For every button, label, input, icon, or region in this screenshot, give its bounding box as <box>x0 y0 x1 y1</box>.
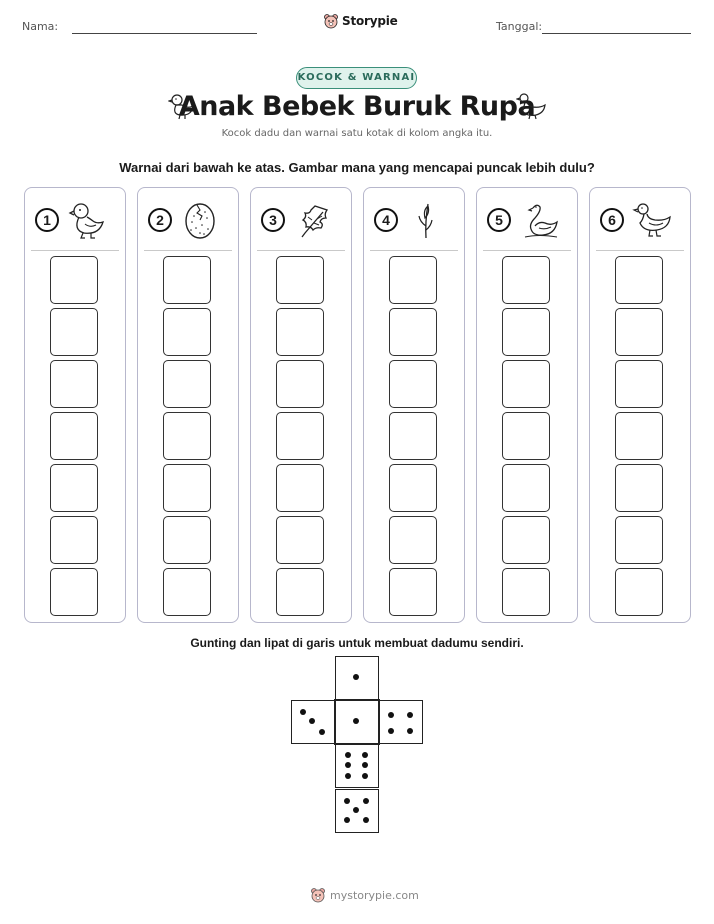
pip <box>388 712 394 718</box>
column-divider <box>483 250 571 251</box>
color-box[interactable] <box>276 464 324 512</box>
color-box[interactable] <box>276 256 324 304</box>
leaf-icon <box>293 200 333 240</box>
footer-url[interactable]: mystorypie.com <box>330 888 419 902</box>
color-box[interactable] <box>163 308 211 356</box>
cut-instruction: Gunting dan lipat di garis untuk membuat dadumu sendiri. <box>190 636 524 650</box>
color-box[interactable] <box>163 412 211 460</box>
color-box[interactable] <box>615 568 663 616</box>
color-box[interactable] <box>389 360 437 408</box>
name-line <box>72 33 257 34</box>
color-box[interactable] <box>502 360 550 408</box>
pip <box>353 807 359 813</box>
pip <box>344 798 350 804</box>
color-box[interactable] <box>50 412 98 460</box>
color-box[interactable] <box>615 256 663 304</box>
column-1 <box>24 187 126 623</box>
worksheet-subtitle: Kocok dadu dan warnai satu kotak di kolom angka itu. <box>221 128 493 139</box>
color-box[interactable] <box>163 464 211 512</box>
die-face-right <box>379 700 423 744</box>
footer <box>310 887 419 903</box>
duckling-icon <box>67 200 107 240</box>
color-box[interactable] <box>50 568 98 616</box>
column-number: 3 <box>261 208 285 232</box>
column-number: 4 <box>374 208 398 232</box>
date-label: Tanggal: <box>496 20 543 33</box>
column-number: 1 <box>35 208 59 232</box>
color-box[interactable] <box>276 412 324 460</box>
swan-icon <box>519 200 559 240</box>
color-box[interactable] <box>502 412 550 460</box>
column-divider <box>596 250 684 251</box>
color-box[interactable] <box>502 256 550 304</box>
column-number: 6 <box>600 208 624 232</box>
column-number: 5 <box>487 208 511 232</box>
column-4 <box>363 187 465 623</box>
activity-badge: KOCOK & WARNAI <box>296 67 417 89</box>
color-box[interactable] <box>163 568 211 616</box>
die-face-left <box>291 700 335 744</box>
color-box[interactable] <box>389 516 437 564</box>
color-box[interactable] <box>502 464 550 512</box>
pip <box>407 712 413 718</box>
pip <box>362 752 368 758</box>
pip <box>353 674 359 680</box>
color-box[interactable] <box>389 568 437 616</box>
pip <box>345 762 351 768</box>
name-label: Nama: <box>22 20 59 33</box>
bear-icon <box>310 887 326 903</box>
color-box[interactable] <box>163 256 211 304</box>
pip <box>344 817 350 823</box>
column-5 <box>476 187 578 623</box>
coloring-instruction: Warnai dari bawah ke atas. Gambar mana yang mencapai puncak lebih dulu? <box>119 160 595 175</box>
brand-logo <box>323 13 398 29</box>
duck-icon <box>632 200 672 240</box>
pip <box>362 773 368 779</box>
egg-icon <box>180 200 220 240</box>
die-face-lower <box>335 744 379 788</box>
color-box[interactable] <box>50 256 98 304</box>
color-box[interactable] <box>615 360 663 408</box>
pip <box>345 752 351 758</box>
color-box[interactable] <box>615 516 663 564</box>
color-box[interactable] <box>50 360 98 408</box>
brand-name: Storypie <box>342 14 398 28</box>
pip <box>353 718 359 724</box>
color-box[interactable] <box>389 256 437 304</box>
race-columns <box>24 187 691 623</box>
column-divider <box>31 250 119 251</box>
color-box[interactable] <box>389 412 437 460</box>
pip <box>407 728 413 734</box>
color-box[interactable] <box>502 308 550 356</box>
worksheet-title: Anak Bebek Buruk Rupa <box>178 91 536 122</box>
date-line <box>542 33 691 34</box>
color-box[interactable] <box>276 568 324 616</box>
die-face-center <box>334 699 380 745</box>
color-box[interactable] <box>276 360 324 408</box>
pip <box>345 773 351 779</box>
pip <box>388 728 394 734</box>
column-divider <box>370 250 458 251</box>
color-box[interactable] <box>502 516 550 564</box>
die-face-bottom <box>335 789 379 833</box>
pip <box>363 817 369 823</box>
pip <box>362 762 368 768</box>
column-6 <box>589 187 691 623</box>
column-2 <box>137 187 239 623</box>
color-box[interactable] <box>163 516 211 564</box>
color-box[interactable] <box>276 516 324 564</box>
pip <box>309 718 315 724</box>
color-box[interactable] <box>615 308 663 356</box>
color-box[interactable] <box>615 412 663 460</box>
pip <box>363 798 369 804</box>
pip <box>300 709 306 715</box>
color-box[interactable] <box>50 516 98 564</box>
color-box[interactable] <box>276 308 324 356</box>
reed-icon <box>406 200 446 240</box>
column-3 <box>250 187 352 623</box>
color-box[interactable] <box>389 308 437 356</box>
color-box[interactable] <box>615 464 663 512</box>
color-box[interactable] <box>389 464 437 512</box>
color-box[interactable] <box>50 464 98 512</box>
color-box[interactable] <box>163 360 211 408</box>
column-number: 2 <box>148 208 172 232</box>
column-divider <box>257 250 345 251</box>
duck-decoration-icon <box>516 92 546 120</box>
die-face-top <box>335 656 379 700</box>
column-divider <box>144 250 232 251</box>
bear-icon <box>323 13 339 29</box>
color-box[interactable] <box>502 568 550 616</box>
pip <box>319 729 325 735</box>
color-box[interactable] <box>50 308 98 356</box>
